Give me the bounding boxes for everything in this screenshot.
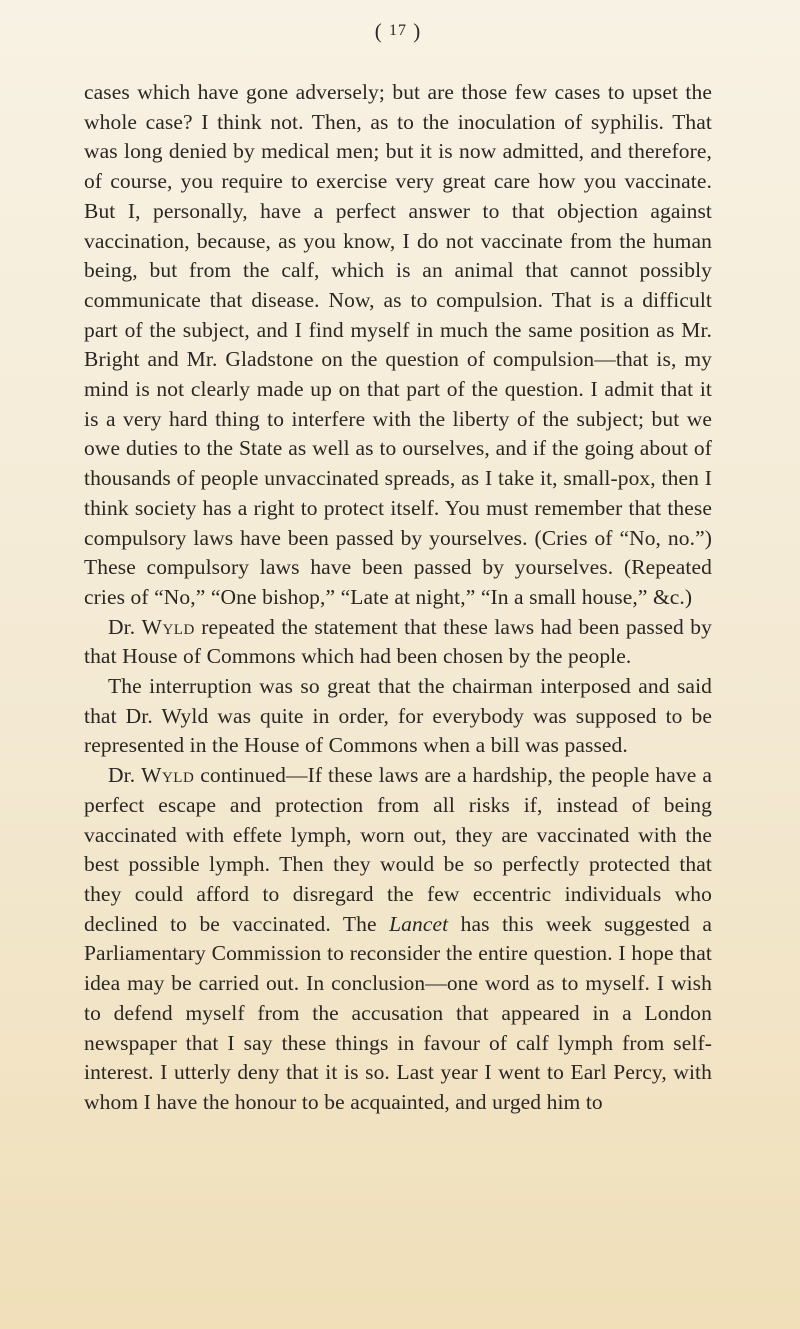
paragraph-4 [84,761,712,1117]
speaker-title: Dr. [108,614,136,639]
paragraph-3: The interruption was so great that the chairman interposed and said that Dr. Wyld was quite in order, for everybody was supposed to be represented in the House of Commons when a bill was passed. [84,674,712,758]
page-number: ( 17 ) [374,19,422,43]
paragraph-1: cases which have gone adversely; but are those few cases to upset the whole case? I think not. Then, as to the inoculation of syphilis. That was long denied by medical men; but it is now admitted, and therefore, of course, you require to exercise very great care how you vaccinate. But I, personally, have a perfect answer to that objection against vaccination, because, as you know, I do not vaccinate from the human being, but from the calf, which is an animal that cannot possibly communicate that disease. Now, as to compulsion. That is a difficult part of the subject, and I find myself in much the same position as Mr. Bright and Mr. Gladstone on the question of compulsion—that is, my mind is not clearly made up on that part of the question. I admit that it is a very hard thing to interfere with the liberty of the subject; but we owe duties to the State as well as to ourselves, and if the going about of thousands of people unvaccinated spreads, as I take it, small-pox, then I think society has a right to protect itself. You must remember that these compulsory laws have been passed by yourselves. (Cries of “No, no.”) These compulsory laws have been passed by yourselves. (Repeated cries of “No,” “One bishop,” “Late at night,” “In a small house,” &c.) [84,80,712,609]
paragraph-4-text-after: has this week suggested a Parliamentary Commission to reconsider the entire question. I hope that idea may be carried out. In conclusion—one word as to myself. I wish to defend myself from the accusation that appeared in a London newspaper that I say these things in favour of calf lymph from self-interest. I utterly deny that it is so. Last year I went to Earl Percy, with whom I have the honour to be acquainted, and urged him to [84,911,713,1114]
journal-title: Lancet [389,911,449,936]
speaker-name: Wyld [141,614,195,639]
page-body [84,78,712,1118]
paragraph-2-text: repeated the statement that these laws had been passed by that House of Commons which had been chosen by the people. [84,614,712,669]
paragraph-2 [84,613,712,672]
speaker-name: Wyld [141,763,195,788]
paragraph-4-text-before: continued—If these laws are a hardship, the people have a perfect escape and protection from all risks if, instead of being vaccinated with effete lymph, worn out, they are vaccinated with the best possible lymph. Then they would be so perfectly protected that they could afford to disregard the few eccentric individuals who declined to be vaccinated. The [84,763,712,936]
speaker-title: Dr. [108,763,136,788]
